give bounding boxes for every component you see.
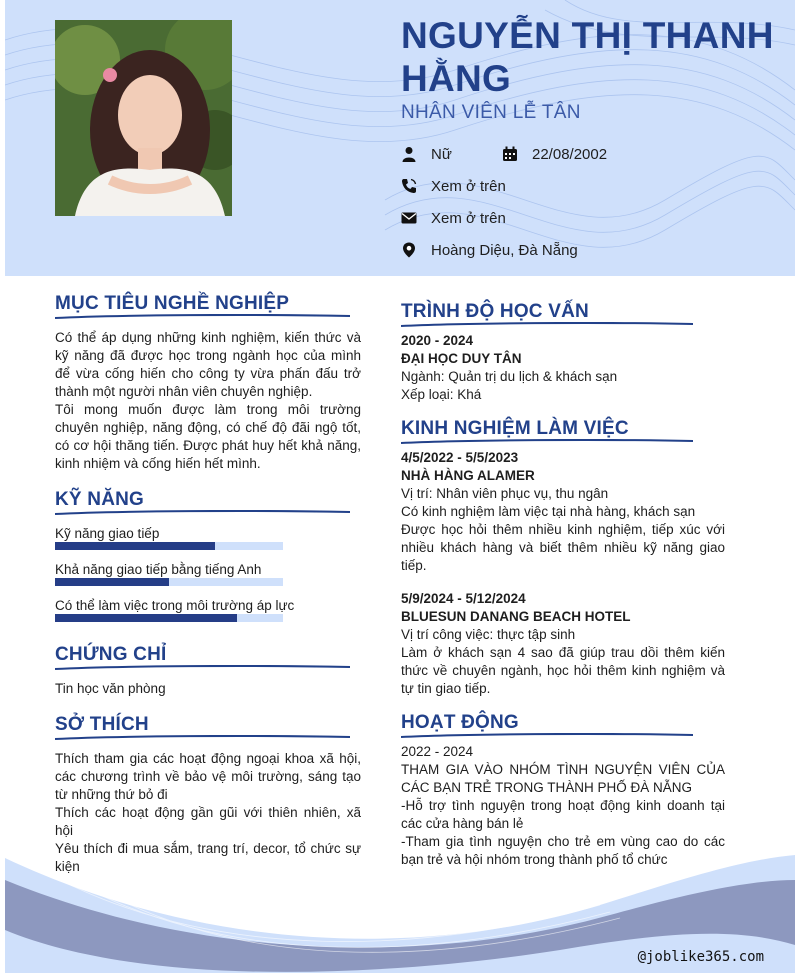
skill-bar [55,578,283,586]
education-major: Ngành: Quản trị du lịch & khách sạn [401,369,618,384]
skill-label: Có thể làm việc trong môi trường áp lực [55,598,295,613]
job-description: Làm ở khách sạn 4 sao đã giúp trau dồi thêm kiến thức về chuyên ngành, học hỏi thêm kinh nghiệm và tự tin giao tiếp. [401,645,725,696]
address-value: Hoàng Diệu, Đà Nẵng [431,241,578,259]
activity-item: -Hỗ trợ tình nguyện trong hoạt động kinh doanh tại các cửa hàng bán lẻ [401,798,725,831]
watermark-text: @joblike365.com [637,949,764,965]
job-period: 4/5/2022 - 5/5/2023 [401,450,519,465]
education-period: 2020 - 2024 [401,333,474,348]
job-description: Được học hỏi thêm nhiều kinh nghiệm, tiếp xúc với nhiều khách hàng và biết thêm nhiều kỹ năng giao tiếp. [401,522,725,573]
gender-value: Nữ [431,145,452,163]
education-grade: Xếp loại: Khá [401,387,482,402]
experience-underline [401,439,693,445]
education-title: TRÌNH ĐỘ HỌC VẤN [401,301,589,322]
candidate-name: NGUYỄN THỊ THANH HẰNG [401,15,774,99]
job-description: Có kinh nghiệm làm việc tại nhà hàng, khách sạn [401,504,696,519]
job-title: NHÂN VIÊN LỄ TÂN [401,102,581,123]
job-company: BLUESUN DANANG BEACH HOTEL [401,609,631,624]
skills-underline [55,510,350,516]
activity-period: 2022 - 2024 [401,744,474,759]
certificates-title: CHỨNG CHỈ [55,644,167,665]
skill-bar-fill [55,542,215,550]
job-company: NHÀ HÀNG ALAMER [401,468,535,483]
job-period: 5/9/2024 - 5/12/2024 [401,591,526,606]
hobby-item: Thích tham gia các hoạt động ngoại khoa xã hội, các chương trình về bảo vệ môi trường, sáng tạo từ những thứ bỏ đi [55,751,361,802]
skill-bar [55,542,283,550]
activity-item: -Tham gia tình nguyện cho trẻ em vùng cao do các bạn trẻ và hội nhóm trong thành phố tổ chức [401,834,725,867]
skill-label: Kỹ năng giao tiếp [55,526,160,541]
experience-title: KINH NGHIỆM LÀM VIỆC [401,418,629,439]
activities-underline [401,733,693,739]
certificate-item: Tin học văn phòng [55,681,166,696]
hobbies-title: SỞ THÍCH [55,714,149,735]
hobbies-underline [55,735,350,741]
hobby-item: Yêu thích đi mua sắm, trang trí, decor, tổ chức sự kiện [55,841,361,874]
education-underline [401,322,693,328]
skills-title: KỸ NĂNG [55,489,145,510]
birthdate-value: 22/08/2002 [532,145,608,163]
skill-bar-fill [55,578,169,586]
job-position: Vị trí: Nhân viên phục vụ, thu ngân [401,486,609,501]
skill-bar [55,614,283,622]
email-value: Xem ở trên [431,209,506,227]
certificates-underline [55,665,350,671]
job-position: Vị trí công việc: thực tập sinh [401,627,576,642]
phone-value: Xem ở trên [431,177,506,195]
activities-title: HOẠT ĐỘNG [401,712,519,733]
activity-headline: THAM GIA VÀO NHÓM TÌNH NGUYỆN VIÊN CỦA CÁC BẠN TRẺ TRONG THÀNH PHỐ ĐÀ NẴNG [401,762,725,795]
objective-title: MỤC TIÊU NGHỀ NGHIỆP [55,293,290,314]
objective-paragraph-2: Tôi mong muốn được làm trong môi trường chuyên nghiệp, năng động, có chế độ đãi ngộ tốt, có cơ hội thăng tiến. Được phát huy hết khả năng, kinh nhiệm và cống hiến hết mình. [55,402,361,471]
hobby-item: Thích các hoạt động gần gũi với thiên nhiên, xã hội [55,805,361,838]
skill-label: Khả năng giao tiếp bằng tiếng Anh [55,562,262,577]
education-school: ĐẠI HỌC DUY TÂN [401,351,522,366]
skill-bar-fill [55,614,237,622]
objective-paragraph-1: Có thể áp dụng những kinh nghiệm, kiến thức và kỹ năng đã được học trong ngành học của mình để vừa cống hiến cho công ty vừa phấn đấu trở thành một người nhân viên chuyên nghiệp. [55,330,361,399]
objective-underline [55,314,350,320]
